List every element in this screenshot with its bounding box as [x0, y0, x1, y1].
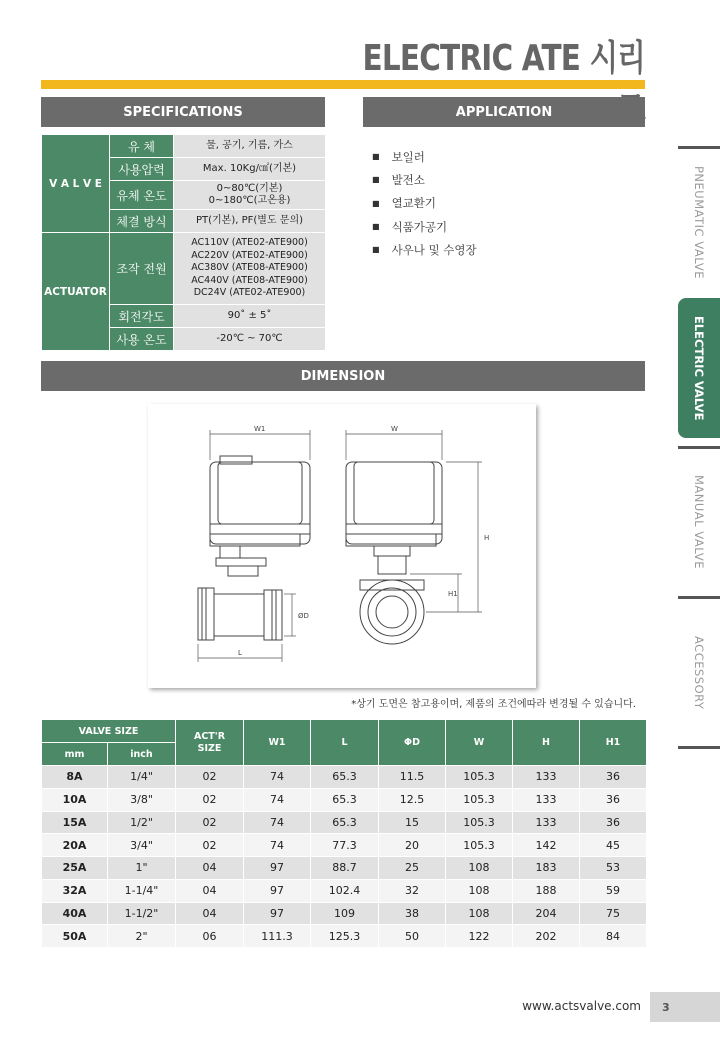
spec-value — [174, 233, 326, 305]
actuator-body-left — [210, 462, 310, 544]
spec-value-line: AC380V (ATE08-ATE900) — [191, 262, 308, 274]
table-cell: 1/4" — [108, 766, 176, 789]
table-cell: 50A — [42, 925, 108, 948]
dim-label-w1: W1 — [254, 425, 266, 433]
table-cell: 1/2" — [108, 811, 176, 834]
table-cell: 97 — [244, 857, 311, 880]
table-cell: 204 — [513, 902, 580, 925]
footer-url[interactable]: www.actsvalve.com — [522, 999, 641, 1013]
list-item: ■ 보일러 — [372, 149, 425, 164]
table-cell: 32A — [42, 879, 108, 902]
table-cell: 11.5 — [379, 766, 446, 789]
page-number: 3 — [650, 992, 720, 1022]
spec-value: -20℃ ~ 70℃ — [174, 328, 326, 351]
spec-value-line: DC24V (ATE02-ATE900) — [193, 287, 306, 299]
drawing-note: *상기 도면은 참고용이며, 제품의 조건에따라 변경될 수 있습니다. — [351, 699, 636, 710]
table-row — [42, 879, 647, 902]
list-item: ■ 발전소 — [372, 172, 425, 187]
dimension-heading: DIMENSION — [41, 361, 645, 391]
dim-label-d: ØD — [298, 612, 309, 620]
spec-value-line: 0~80℃(기본) — [216, 182, 283, 194]
table-cell: 02 — [176, 834, 244, 857]
dim-label-h: H — [484, 534, 490, 542]
dim-label-w: W — [391, 425, 398, 433]
col-header: W1 — [244, 720, 311, 766]
table-cell: 105.3 — [446, 811, 513, 834]
spec-value-line: AC220V (ATE02-ATE900) — [191, 249, 308, 261]
table-cell: 02 — [176, 766, 244, 789]
spec-value-line: AC440V (ATE08-ATE900) — [191, 274, 308, 286]
spec-label: 회전각도 — [110, 305, 174, 328]
table-cell: 25A — [42, 857, 108, 880]
table-cell: 74 — [244, 766, 311, 789]
actuator-group-label: ACTUATOR — [42, 233, 110, 351]
table-cell: 105.3 — [446, 834, 513, 857]
table-cell: 65.3 — [311, 788, 379, 811]
tab-electric-valve[interactable]: ELECTRIC VALVE — [678, 298, 720, 438]
valve-size-header: VALVE SIZE — [42, 720, 176, 743]
table-cell: 06 — [176, 925, 244, 948]
table-cell: 75 — [580, 902, 647, 925]
tab-pneumatic-valve[interactable]: PNEUMATIC VALVE — [692, 166, 706, 279]
bullet-icon: ■ — [372, 245, 380, 255]
table-cell: 04 — [176, 879, 244, 902]
table-cell: 25 — [379, 857, 446, 880]
table-row — [42, 902, 647, 925]
valve-group-label: V A L V E — [42, 135, 110, 233]
tab-accessory[interactable]: ACCESSORY — [692, 635, 706, 710]
table-cell: 32 — [379, 879, 446, 902]
col-header: L — [311, 720, 379, 766]
mm-header: mm — [42, 743, 108, 766]
table-cell: 111.3 — [244, 925, 311, 948]
table-cell: 04 — [176, 857, 244, 880]
valve-drawing-svg — [148, 404, 536, 688]
table-cell: 108 — [446, 902, 513, 925]
table-cell: 108 — [446, 857, 513, 880]
table-row — [42, 766, 647, 789]
table-cell: 8A — [42, 766, 108, 789]
table-cell: 125.3 — [311, 925, 379, 948]
tab-manual-valve[interactable]: MANUAL VALVE — [692, 475, 706, 570]
inch-header: inch — [108, 743, 176, 766]
col-header: ΦD — [379, 720, 446, 766]
table-cell: 1" — [108, 857, 176, 880]
col-header: W — [446, 720, 513, 766]
table-cell: 02 — [176, 811, 244, 834]
table-cell: 1-1/4" — [108, 879, 176, 902]
table-cell: 65.3 — [311, 766, 379, 789]
actr-size-header: ACT'R SIZE — [176, 720, 244, 766]
table-cell: 74 — [244, 834, 311, 857]
application-list — [372, 145, 477, 261]
table-row — [42, 811, 647, 834]
table-cell: 2" — [108, 925, 176, 948]
dim-label-h1: H1 — [448, 590, 458, 598]
dim-label-l: L — [238, 649, 242, 657]
bullet-icon: ■ — [372, 198, 380, 208]
page-title: ELECTRIC ATE 시리 — [362, 38, 645, 79]
specifications-heading: SPECIFICATIONS — [41, 97, 325, 127]
list-item: ■ 사우나 및 수영장 — [372, 242, 477, 257]
col-header: H — [513, 720, 580, 766]
table-cell: 188 — [513, 879, 580, 902]
spec-label: 사용 온도 — [110, 328, 174, 351]
dimension-table — [41, 719, 647, 948]
table-cell: 108 — [446, 879, 513, 902]
tab-divider — [678, 746, 720, 749]
spec-value: 90˚ ± 5˚ — [174, 305, 326, 328]
list-item: ■ 식품가공기 — [372, 219, 448, 234]
spec-label: 체결 방식 — [110, 210, 174, 233]
spec-value — [174, 181, 326, 210]
spec-label: 사용압력 — [110, 158, 174, 181]
table-cell: 3/8" — [108, 788, 176, 811]
specifications-table — [41, 134, 326, 351]
table-cell: 45 — [580, 834, 647, 857]
table-cell: 20A — [42, 834, 108, 857]
bullet-icon: ■ — [372, 222, 380, 232]
table-cell: 183 — [513, 857, 580, 880]
table-cell: 133 — [513, 766, 580, 789]
application-heading: APPLICATION — [363, 97, 645, 127]
table-cell: 40A — [42, 902, 108, 925]
table-row — [42, 834, 647, 857]
table-cell: 102.4 — [311, 879, 379, 902]
title-underline-bar — [41, 80, 645, 89]
table-cell: 15A — [42, 811, 108, 834]
table-cell: 20 — [379, 834, 446, 857]
bullet-icon: ■ — [372, 175, 380, 185]
table-cell: 105.3 — [446, 788, 513, 811]
table-row — [42, 788, 647, 811]
table-cell: 10A — [42, 788, 108, 811]
table-cell: 77.3 — [311, 834, 379, 857]
spec-value: PT(기본), PF(별도 문의) — [174, 210, 326, 233]
table-cell: 133 — [513, 811, 580, 834]
list-item: ■ 열교환기 — [372, 196, 436, 211]
table-cell: 04 — [176, 902, 244, 925]
table-row — [42, 925, 647, 948]
table-cell: 97 — [244, 879, 311, 902]
table-cell: 109 — [311, 902, 379, 925]
table-cell: 15 — [379, 811, 446, 834]
dimension-drawing — [148, 404, 536, 688]
table-cell: 59 — [580, 879, 647, 902]
table-cell: 36 — [580, 811, 647, 834]
table-cell: 36 — [580, 788, 647, 811]
table-cell: 12.5 — [379, 788, 446, 811]
table-cell: 1-1/2" — [108, 902, 176, 925]
table-cell: 02 — [176, 788, 244, 811]
table-cell: 88.7 — [311, 857, 379, 880]
spec-label: 유 체 — [110, 135, 174, 158]
table-cell: 36 — [580, 766, 647, 789]
tab-divider — [678, 596, 720, 599]
table-cell: 97 — [244, 902, 311, 925]
spec-value: 물, 공기, 기름, 가스 — [174, 135, 326, 158]
tab-divider — [678, 146, 720, 149]
spec-value-line: 0~180℃(고온용) — [208, 195, 291, 206]
spec-label: 조작 전원 — [110, 233, 174, 305]
bullet-icon: ■ — [372, 152, 380, 162]
tab-divider — [678, 446, 720, 449]
spec-value-line: AC110V (ATE02-ATE900) — [191, 237, 308, 249]
spec-label: 유체 온도 — [110, 181, 174, 210]
table-cell: 50 — [379, 925, 446, 948]
table-cell: 105.3 — [446, 766, 513, 789]
table-cell: 84 — [580, 925, 647, 948]
table-cell: 202 — [513, 925, 580, 948]
table-row — [42, 857, 647, 880]
table-cell: 133 — [513, 788, 580, 811]
table-cell: 3/4" — [108, 834, 176, 857]
table-cell: 122 — [446, 925, 513, 948]
table-cell: 142 — [513, 834, 580, 857]
table-cell: 74 — [244, 788, 311, 811]
table-cell: 53 — [580, 857, 647, 880]
table-cell: 38 — [379, 902, 446, 925]
actuator-body-right — [346, 462, 442, 544]
table-cell: 74 — [244, 811, 311, 834]
table-cell: 65.3 — [311, 811, 379, 834]
spec-value: Max. 10Kg/㎠(기본) — [174, 158, 326, 181]
col-header: H1 — [580, 720, 647, 766]
